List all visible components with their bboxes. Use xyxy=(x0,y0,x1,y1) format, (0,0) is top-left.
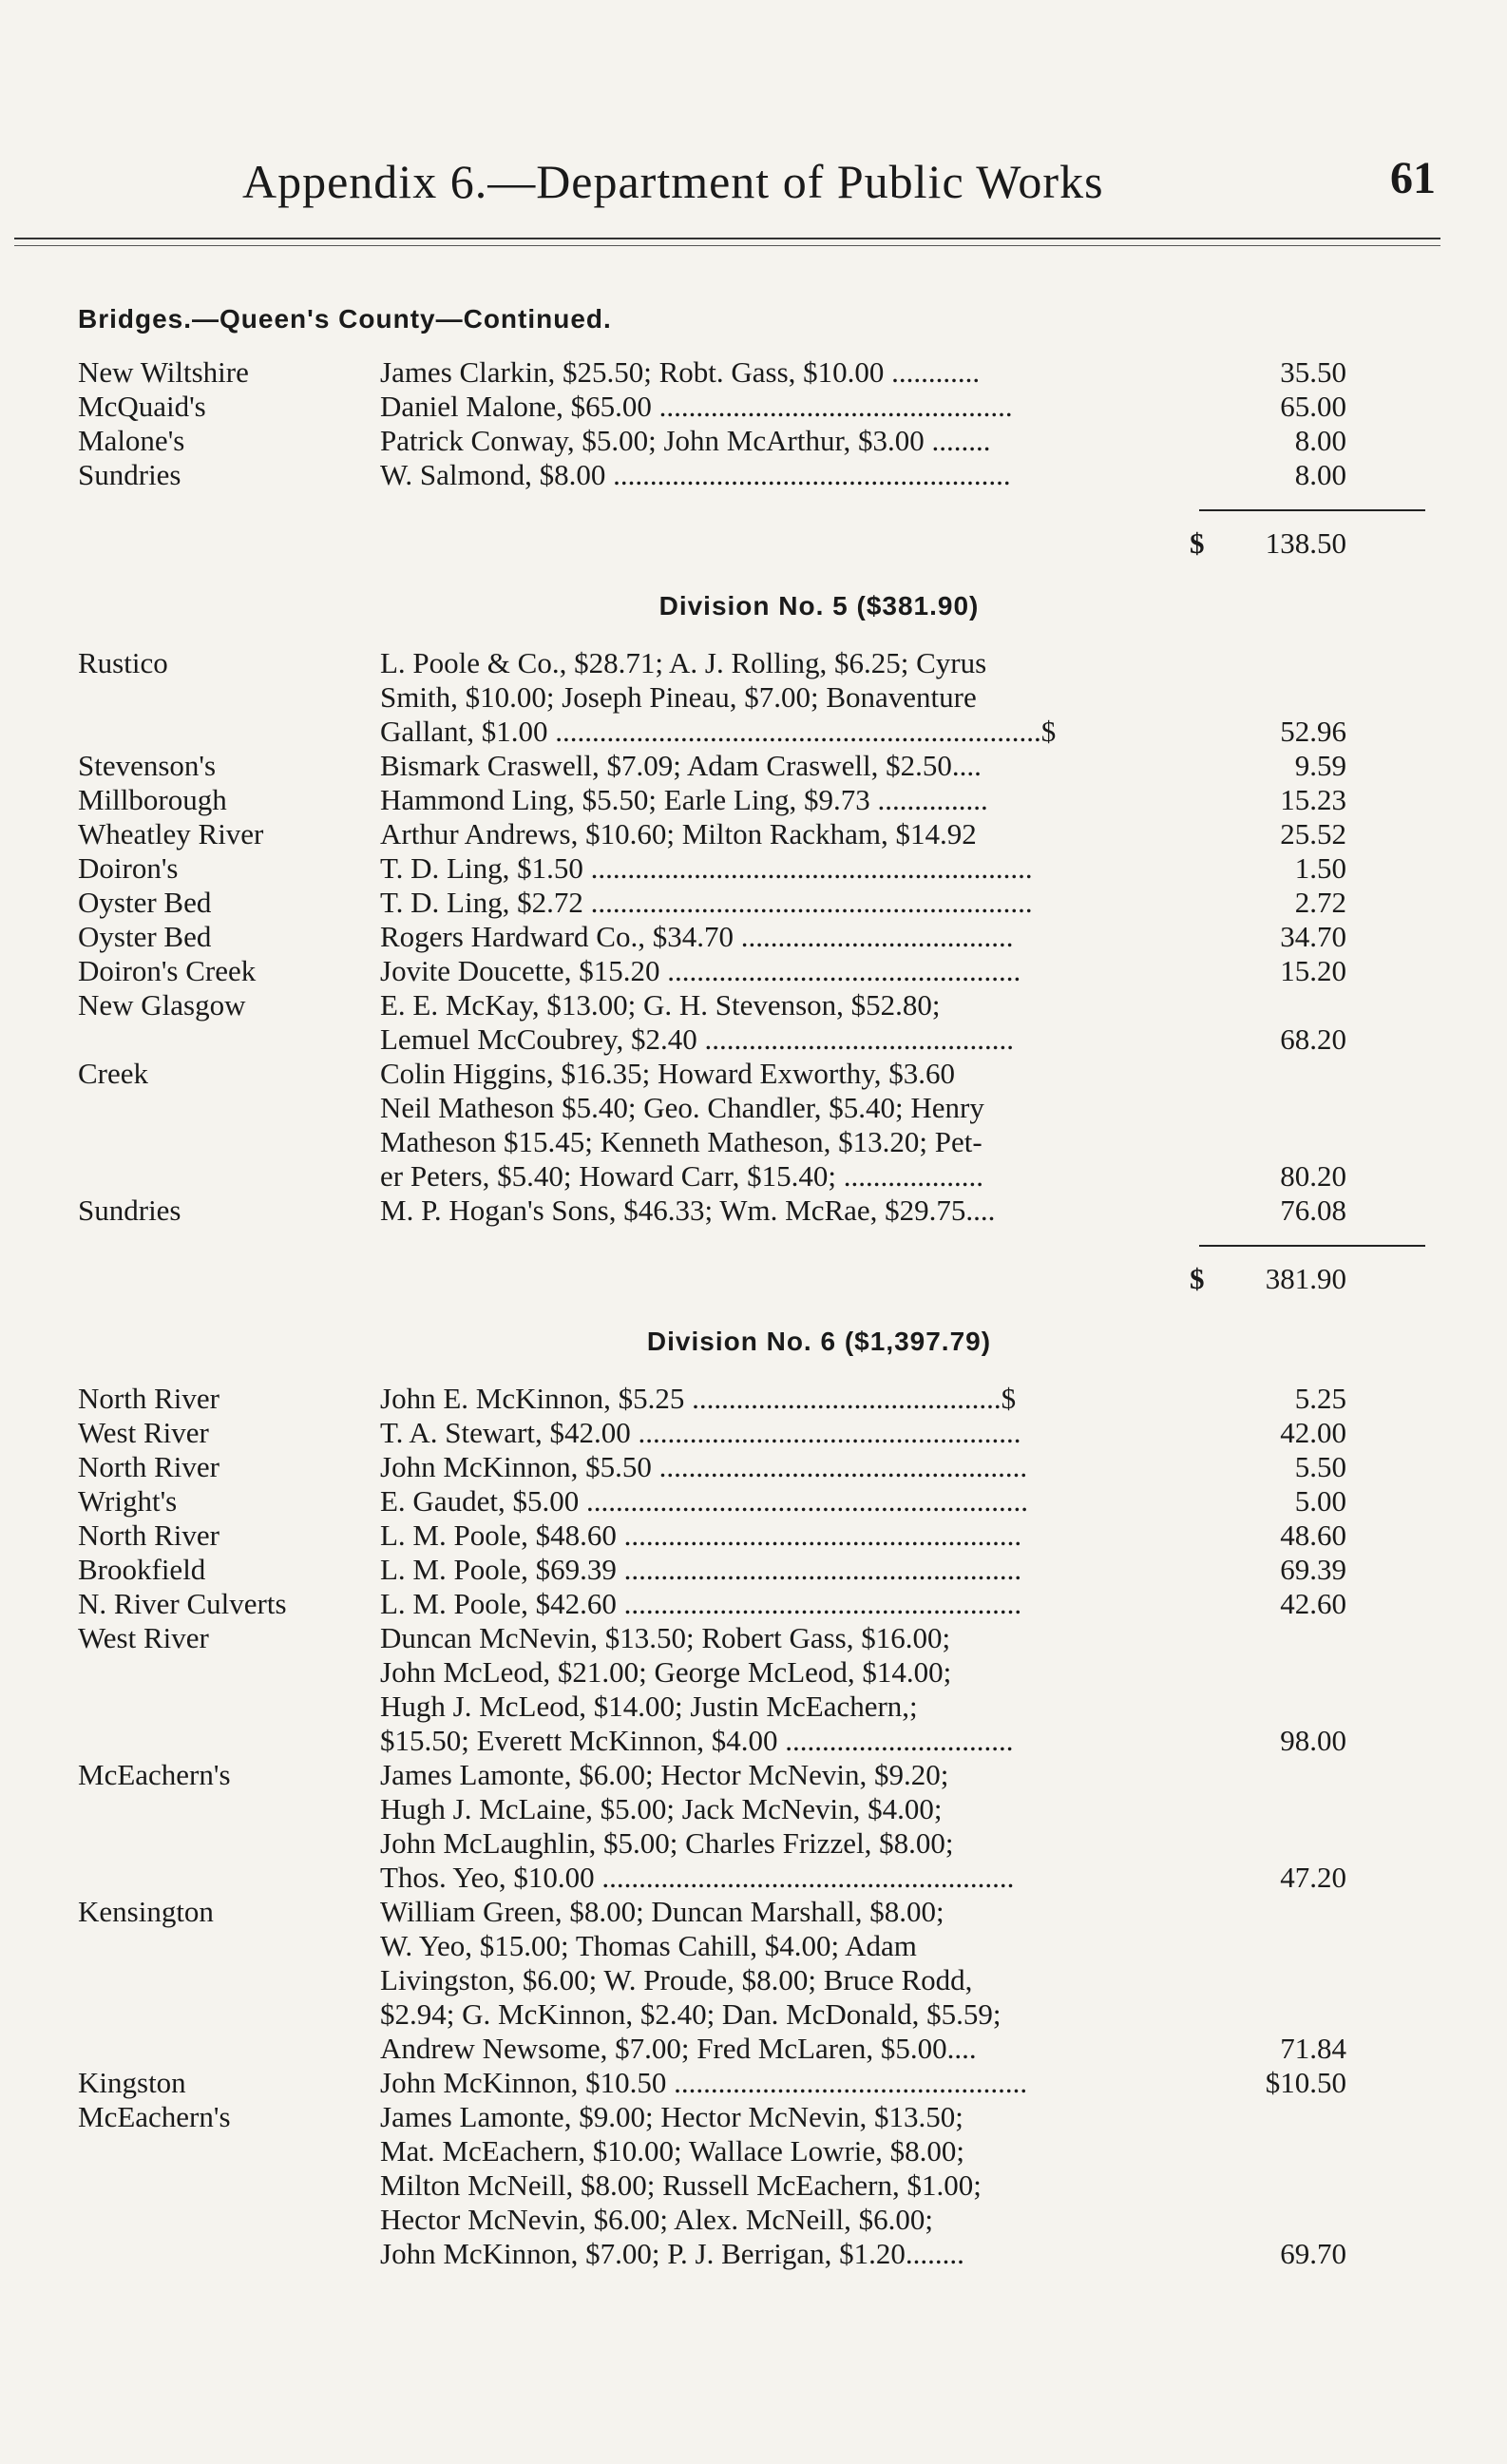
entry-amount: 68.20 xyxy=(1280,1022,1346,1056)
entry-amount: 69.70 xyxy=(1280,2237,1346,2270)
description-line: L. Poole & Co., $28.71; A. J. Rolling, $6.25; Cyrus xyxy=(380,646,987,679)
entry-amount: 25.52 xyxy=(1280,817,1346,850)
entry-amount: 42.00 xyxy=(1280,1416,1346,1449)
entry-place: West River xyxy=(78,1416,209,1449)
ledger-entry xyxy=(78,1553,1446,1587)
ledger-entry xyxy=(78,1484,1446,1519)
division-heading: Division No. 6 ($1,397.79) xyxy=(646,1327,992,1356)
description-line: James Clarkin, $25.50; Robt. Gass, $10.00 ............ xyxy=(380,355,981,389)
description-line: Bismark Craswell, $7.09; Adam Craswell, $2.50.... xyxy=(380,749,982,782)
entry-place: Rustico xyxy=(78,646,168,679)
entry-place: Doiron's xyxy=(78,851,179,885)
header-rule xyxy=(14,238,1440,239)
description-line: Andrew Newsome, $7.00; Fred McLaren, $5.00.... xyxy=(380,2032,977,2065)
description-line: Hector McNevin, $6.00; Alex. McNeill, $6.00; xyxy=(380,2203,934,2236)
ledger-entry xyxy=(78,2066,1446,2100)
description-line: L. M. Poole, $48.60 ...................................................... xyxy=(380,1519,1022,1552)
entry-description xyxy=(380,390,1192,424)
entry-place: Oyster Bed xyxy=(78,920,212,953)
ledger-entry xyxy=(78,1382,1446,1416)
entry-description xyxy=(380,1519,1192,1553)
ledger-entry xyxy=(78,920,1446,954)
entry-description xyxy=(380,1416,1192,1450)
entry-description xyxy=(380,424,1192,458)
ledger-entry xyxy=(78,2100,1446,2271)
entry-description xyxy=(380,886,1192,920)
entry-amount: 5.00 xyxy=(1294,1484,1346,1518)
description-line: L. M. Poole, $42.60 ...................................................... xyxy=(380,1587,1022,1620)
entry-place: Kingston xyxy=(78,2066,186,2099)
total-rule xyxy=(1199,509,1425,511)
entry-description xyxy=(380,1484,1192,1519)
description-line: Rogers Hardward Co., $34.70 ..................................... xyxy=(380,920,1014,953)
section-heading: Bridges.—Queen's County—Continued. xyxy=(78,304,612,334)
ledger-entry xyxy=(78,1895,1446,2066)
entry-amount: 5.50 xyxy=(1294,1450,1346,1483)
entry-amount: 5.25 xyxy=(1294,1382,1346,1415)
description-line: Hugh J. McLaine, $5.00; Jack McNevin, $4.00; xyxy=(380,1792,943,1825)
entry-description xyxy=(380,1553,1192,1587)
description-line: Patrick Conway, $5.00; John McArthur, $3.00 ........ xyxy=(380,424,991,457)
ledger-entry xyxy=(78,458,1446,492)
entry-description xyxy=(380,920,1192,954)
entry-place: North River xyxy=(78,1519,219,1552)
entry-description xyxy=(380,1895,1192,2066)
entry-amount: 76.08 xyxy=(1280,1194,1346,1227)
entry-amount: 71.84 xyxy=(1280,2032,1346,2065)
entry-description xyxy=(380,1382,1192,1416)
ledger-entry xyxy=(78,817,1446,851)
description-line: Colin Higgins, $16.35; Howard Exworthy, $3.60 xyxy=(380,1057,956,1090)
ledger-entry xyxy=(78,1194,1446,1228)
description-line: Matheson $15.45; Kenneth Matheson, $13.20; Pet- xyxy=(380,1125,982,1158)
description-line: Lemuel McCoubrey, $2.40 .......................................... xyxy=(380,1022,1014,1056)
entry-place: Doiron's Creek xyxy=(78,954,257,987)
description-line: Arthur Andrews, $10.60; Milton Rackham, $14.92 xyxy=(380,817,977,850)
entry-place: Wright's xyxy=(78,1484,178,1518)
entry-amount: 52.96 xyxy=(1280,715,1346,748)
description-line: $15.50; Everett McKinnon, $4.00 ............................... xyxy=(380,1724,1014,1757)
description-line: Livingston, $6.00; W. Proude, $8.00; Bruce Rodd, xyxy=(380,1963,973,1996)
entry-place: McEachern's xyxy=(78,2100,231,2133)
description-line: Duncan McNevin, $13.50; Robert Gass, $16.00; xyxy=(380,1621,951,1654)
entry-place: New Wiltshire xyxy=(78,355,249,389)
entry-description xyxy=(380,646,1192,749)
ledger-entry xyxy=(78,886,1446,920)
entry-amount: 34.70 xyxy=(1280,920,1346,953)
entry-place: N. River Culverts xyxy=(78,1587,287,1620)
ledger-entry xyxy=(78,1587,1446,1621)
group-total xyxy=(78,509,1446,563)
entry-amount: 98.00 xyxy=(1280,1724,1346,1757)
description-line: Thos. Yeo, $10.00 ........................................................ xyxy=(380,1861,1015,1894)
description-line: Hugh J. McLeod, $14.00; Justin McEachern,; xyxy=(380,1690,918,1723)
entry-amount: $10.50 xyxy=(1265,2066,1346,2099)
total-amount: 138.50 xyxy=(1265,526,1346,560)
description-line: Neil Matheson $5.40; Geo. Chandler, $5.40; Henry xyxy=(380,1091,984,1124)
entry-description xyxy=(380,1621,1192,1758)
description-line: John E. McKinnon, $5.25 ..........................................$ xyxy=(380,1382,1017,1415)
entry-description xyxy=(380,2100,1192,2271)
entry-place: Wheatley River xyxy=(78,817,264,850)
ledger-entry xyxy=(78,1621,1446,1758)
description-line: $2.94; G. McKinnon, $2.40; Dan. McDonald, $5.59; xyxy=(380,1997,1001,2031)
description-line: er Peters, $5.40; Howard Carr, $15.40; ................... xyxy=(380,1159,984,1193)
ledger-group-bridges xyxy=(78,355,1446,492)
total-rule xyxy=(1199,1245,1425,1247)
description-line: James Lamonte, $9.00; Hector McNevin, $13.50; xyxy=(380,2100,963,2133)
entry-place: Sundries xyxy=(78,458,181,491)
description-line: John McKinnon, $10.50 ................................................ xyxy=(380,2066,1028,2099)
ledger-content xyxy=(78,304,1446,2271)
ledger-entry xyxy=(78,783,1446,817)
entry-description xyxy=(380,1450,1192,1484)
entry-description xyxy=(380,1194,1192,1228)
entry-description xyxy=(380,1057,1192,1194)
entry-amount: 15.23 xyxy=(1280,783,1346,816)
dollar-sign: $ xyxy=(1190,526,1205,560)
ledger-entry xyxy=(78,646,1446,749)
entry-amount: 8.00 xyxy=(1294,424,1346,457)
ledger-entry xyxy=(78,1416,1446,1450)
entry-amount: 9.59 xyxy=(1294,749,1346,782)
entry-amount: 69.39 xyxy=(1280,1553,1346,1586)
entry-place: Millborough xyxy=(78,783,227,816)
description-line: William Green, $8.00; Duncan Marshall, $8.00; xyxy=(380,1895,944,1928)
entry-place: Brookfield xyxy=(78,1553,206,1586)
description-line: E. Gaudet, $5.00 ............................................................ xyxy=(380,1484,1028,1518)
entry-place: McQuaid's xyxy=(78,390,206,423)
ledger-entry xyxy=(78,749,1446,783)
ledger-entry xyxy=(78,1519,1446,1553)
description-line: Milton McNeill, $8.00; Russell McEachern, $1.00; xyxy=(380,2168,982,2202)
description-line: L. M. Poole, $69.39 ...................................................... xyxy=(380,1553,1022,1586)
entry-description xyxy=(380,851,1192,886)
division-total xyxy=(78,1245,1446,1298)
description-line: W. Yeo, $15.00; Thomas Cahill, $4.00; Adam xyxy=(380,1929,917,1962)
description-line: Mat. McEachern, $10.00; Wallace Lowrie, $8.00; xyxy=(380,2134,965,2168)
entry-amount: 65.00 xyxy=(1280,390,1346,423)
entry-place: North River xyxy=(78,1382,219,1415)
description-line: John McLaughlin, $5.00; Charles Frizzel, $8.00; xyxy=(380,1826,954,1860)
entry-place: Oyster Bed xyxy=(78,886,212,919)
division-heading: Division No. 5 ($381.90) xyxy=(658,591,980,621)
entry-description xyxy=(380,2066,1192,2100)
description-line: T. D. Ling, $1.50 ............................................................ xyxy=(380,851,1033,885)
entry-description xyxy=(380,1758,1192,1895)
entry-place: West River xyxy=(78,1621,209,1654)
entry-amount: 15.20 xyxy=(1280,954,1346,987)
description-line: E. E. McKay, $13.00; G. H. Stevenson, $52.80; xyxy=(380,988,941,1022)
ledger-entry xyxy=(78,851,1446,886)
description-line: John McKinnon, $5.50 .................................................. xyxy=(380,1450,1028,1483)
ledger-entry xyxy=(78,1758,1446,1895)
ledger-entry xyxy=(78,390,1446,424)
entry-description xyxy=(380,355,1192,390)
description-line: John McKinnon, $7.00; P. J. Berrigan, $1.20........ xyxy=(380,2237,964,2270)
description-line: Hammond Ling, $5.50; Earle Ling, $9.73 ............... xyxy=(380,783,988,816)
description-line: M. P. Hogan's Sons, $46.33; Wm. McRae, $29.75.... xyxy=(380,1194,996,1227)
entry-place: Kensington xyxy=(78,1895,214,1928)
description-line: T. D. Ling, $2.72 ............................................................ xyxy=(380,886,1033,919)
entry-description xyxy=(380,749,1192,783)
entry-amount: 42.60 xyxy=(1280,1587,1346,1620)
entry-place: McEachern's xyxy=(78,1758,231,1791)
entry-place: New Glasgow xyxy=(78,988,246,1022)
entry-description xyxy=(380,954,1192,988)
entry-description xyxy=(380,1587,1192,1621)
description-line: John McLeod, $21.00; George McLeod, $14.00; xyxy=(380,1655,952,1689)
entry-description xyxy=(380,988,1192,1057)
description-line: Jovite Doucette, $15.20 ................................................ xyxy=(380,954,1021,987)
entry-place: North River xyxy=(78,1450,219,1483)
description-line: W. Salmond, $8.00 ...................................................... xyxy=(380,458,1011,491)
entry-amount: 80.20 xyxy=(1280,1159,1346,1193)
page-title: Appendix 6.—Department of Public Works xyxy=(242,155,1104,208)
entry-description xyxy=(380,783,1192,817)
total-amount: 381.90 xyxy=(1265,1262,1346,1295)
ledger-group-division-6 xyxy=(78,1382,1446,2271)
description-line: Gallant, $1.00 ..................................................................$ xyxy=(380,715,1057,748)
ledger-entry xyxy=(78,1450,1446,1484)
entry-amount: 47.20 xyxy=(1280,1861,1346,1894)
entry-description xyxy=(380,458,1192,492)
ledger-entry xyxy=(78,954,1446,988)
ledger-entry xyxy=(78,355,1446,390)
dollar-sign: $ xyxy=(1190,1262,1205,1295)
entry-place: Creek xyxy=(78,1057,149,1090)
ledger-entry xyxy=(78,424,1446,458)
entry-place: Stevenson's xyxy=(78,749,217,782)
ledger-entry xyxy=(78,1057,1446,1194)
page-header xyxy=(0,143,1507,209)
description-line: James Lamonte, $6.00; Hector McNevin, $9.20; xyxy=(380,1758,949,1791)
description-line: T. A. Stewart, $42.00 .................................................... xyxy=(380,1416,1021,1449)
entry-amount: 1.50 xyxy=(1294,851,1346,885)
ledger-group-division-5 xyxy=(78,646,1446,1228)
page-number: 61 xyxy=(1390,153,1436,203)
entry-amount: 8.00 xyxy=(1294,458,1346,491)
entry-place: Sundries xyxy=(78,1194,181,1227)
entry-place: Malone's xyxy=(78,424,185,457)
entry-amount: 2.72 xyxy=(1294,886,1346,919)
header-rule-thin xyxy=(14,245,1440,246)
description-line: Smith, $10.00; Joseph Pineau, $7.00; Bonaventure xyxy=(380,680,977,714)
entry-description xyxy=(380,817,1192,851)
ledger-entry xyxy=(78,988,1446,1057)
entry-amount: 48.60 xyxy=(1280,1519,1346,1552)
entry-amount: 35.50 xyxy=(1280,355,1346,389)
description-line: Daniel Malone, $65.00 ................................................ xyxy=(380,390,1013,423)
